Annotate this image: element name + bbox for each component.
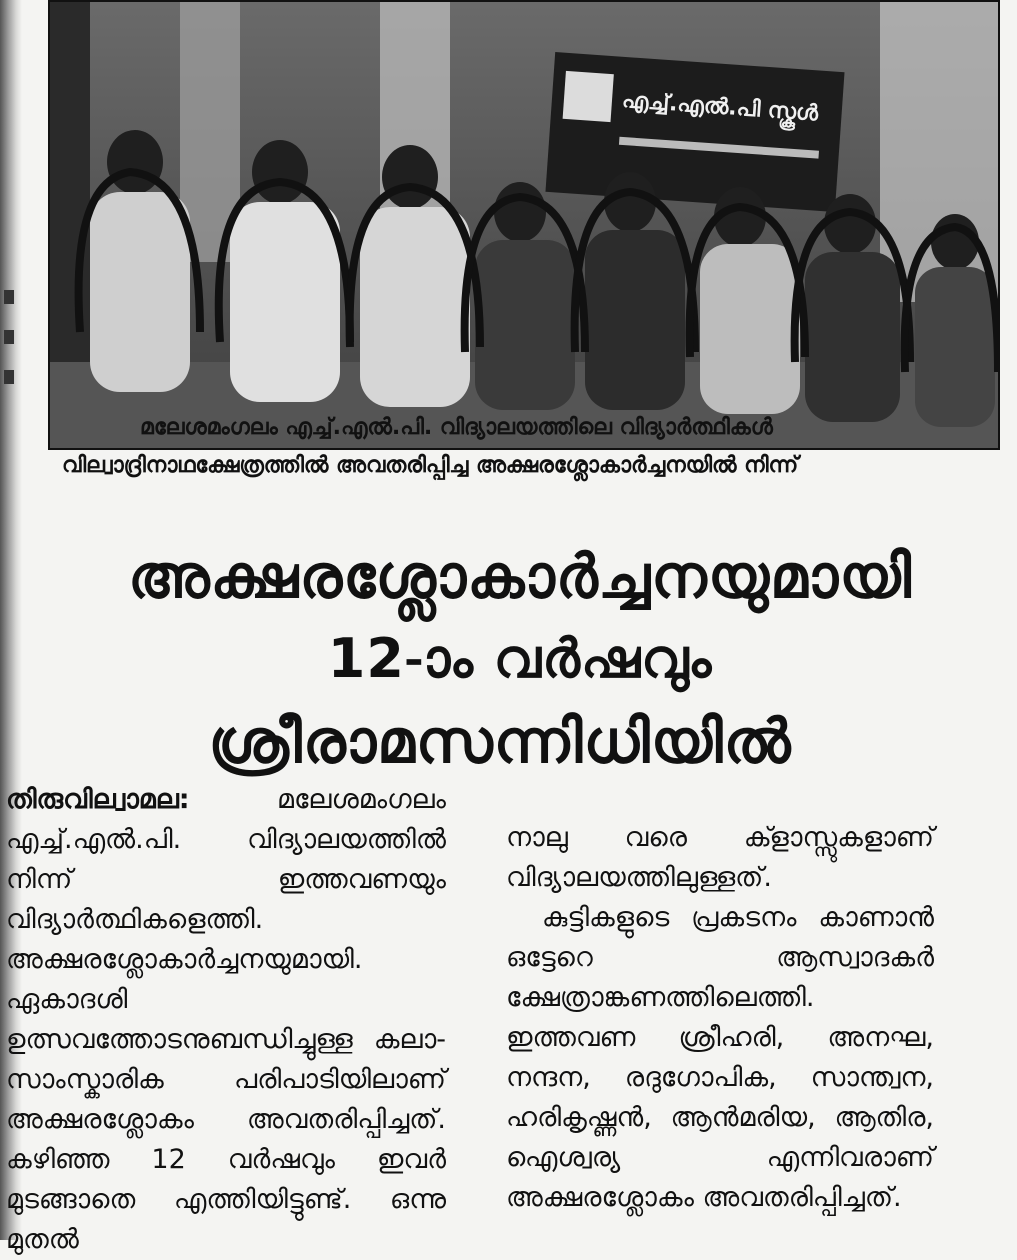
- edge-mark: [4, 370, 14, 384]
- headline-line-1: അക്ഷരശ്ലോകാർച്ചനയുമായി: [127, 542, 913, 612]
- banner-text: എച്ച്.എൽ.പി സ്കൂൾ: [621, 87, 819, 127]
- photo-illustration: [50, 2, 998, 448]
- news-photo: [48, 0, 1000, 450]
- article-right-paragraph-1: നാലു വരെ ക്ളാസ്സുകളാണ് വിദ്യാലയത്തിലുള്ളത്.: [506, 822, 934, 893]
- article-column-right: [506, 818, 934, 1218]
- edge-mark: [4, 290, 14, 304]
- article-dateline: തിരുവില്വാമല:: [6, 784, 190, 815]
- headline-line-3: ശ്രീരാമസന്നിധിയിൽ: [208, 707, 792, 777]
- article-column-left: [6, 780, 446, 1260]
- photo-caption-line-1: മലേശമംഗലം എച്ച്.എൽ.പി. വിദ്യാലയത്തിലെ വിദ്യാർത്ഥികൾ: [140, 415, 773, 440]
- headline-line-2: 12-ാം വർഷവും: [327, 627, 713, 690]
- banner: [545, 52, 844, 212]
- photo-caption-line-2: വില്വാദ്രിനാഥക്ഷേത്രത്തിൽ അവതരിപ്പിച്ച അക്ഷരശ്ലോകാർച്ചനയിൽ നിന്ന്: [62, 453, 799, 478]
- article-right-paragraph-2: കുട്ടികളുടെ പ്രകടനം കാണാൻ ഒട്ടേറെ ആസ്വാദകർ ക്ഷേത്രാങ്കണത്തിലെത്തി. ഇത്തവണ ശ്രീഹരി, അനഘ, നന്ദന, രദുഗോപിക, സാന്ത്വന, ഹരികൃഷ്ണൻ, ആൻമരിയ, ആതിര, ഐശ്വര്യ എന്നിവരാണ് അക്ഷരശ്ലോകം അവതരിപ്പിച്ചത്.: [506, 902, 934, 1213]
- edge-mark: [4, 330, 14, 344]
- article-left-text: മലേശമംഗലം എച്ച്.എൽ.പി. വിദ്യാലയത്തിൽ നിന്ന് ഇത്തവണയും വിദ്യാർത്ഥികളെത്തി. അക്ഷരശ്ലോകാർച്ചനയുമായി. ഏകാദശി ഉത്സവത്തോടനുബന്ധിച്ചുള്ള കലാ-സാംസ്കാരിക പരിപാടിയിലാണ് അക്ഷരശ്ലോകം അവതരിപ്പിച്ചത്. കഴിഞ്ഞ 12 വർഷവും ഇവർ മുടങ്ങാതെ എത്തിയിട്ടുണ്ട്. ഒന്നു മുതൽ: [6, 784, 446, 1255]
